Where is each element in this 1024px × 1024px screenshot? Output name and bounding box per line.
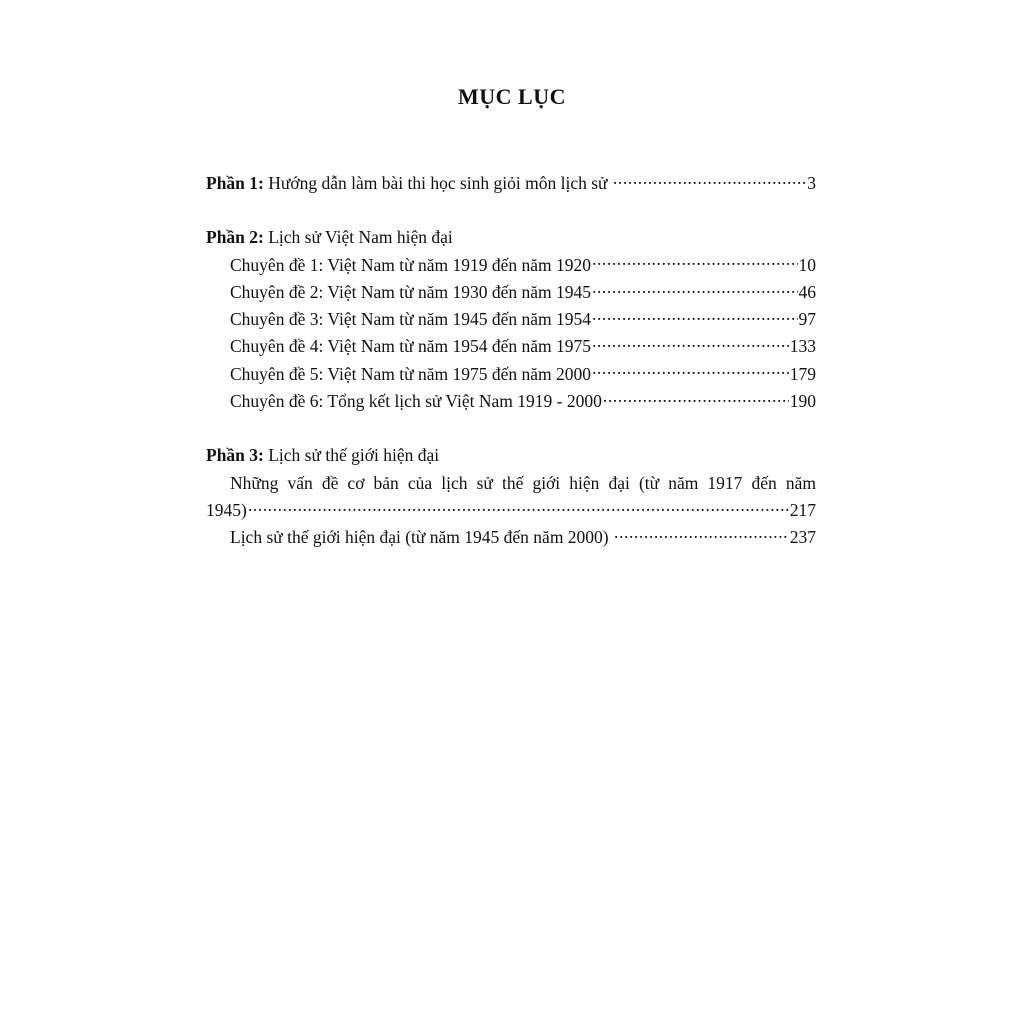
page-number: 190 [789, 391, 816, 412]
dot-leader [603, 390, 789, 408]
part-label: Phần 2: [206, 227, 264, 248]
toc-entry-text: Lịch sử thế giới hiện đại (từ năm 1945 đến năm 2000) [230, 527, 614, 548]
toc-entry-text: Chuyên đề 1: Việt Nam từ năm 1919 đến năm 1920 [230, 254, 591, 275]
toc-entry[interactable] [206, 524, 816, 551]
toc-entry[interactable] [206, 170, 816, 197]
part-label: Phần 3: [206, 445, 264, 466]
toc-entry-text [206, 170, 612, 197]
toc-entry-text: Chuyên đề 3: Việt Nam từ năm 1945 đến năm 1954 [230, 309, 591, 330]
page-number: 179 [789, 363, 816, 384]
toc-entry-text: Chuyên đề 4: Việt Nam từ năm 1954 đến năm 1975 [230, 336, 591, 357]
toc-entry-text-line-2: 1945) [206, 499, 247, 520]
page-title: MỤC LỤC [458, 84, 566, 109]
dot-leader [592, 335, 789, 353]
dot-leader [592, 280, 798, 298]
toc-entry[interactable] [206, 361, 816, 388]
part-title: Lịch sử Việt Nam hiện đại [263, 227, 453, 248]
part-label-separator: : [258, 173, 264, 193]
toc-entry-text: Chuyên đề 2: Việt Nam từ năm 1930 đến năm 1945 [230, 281, 591, 302]
toc-entry[interactable] [206, 279, 816, 306]
toc-section-part-3 [206, 442, 816, 551]
part-title: Lịch sử thế giới hiện đại [263, 445, 440, 466]
toc-entry-text: Chuyên đề 6: Tổng kết lịch sử Việt Nam 1919 - 2000 [230, 391, 602, 412]
toc-section-part-1 [206, 170, 816, 197]
page-number: 133 [789, 336, 816, 357]
dot-leader [614, 526, 789, 544]
toc-part-heading [206, 442, 816, 469]
toc-section-part-2 [206, 224, 816, 415]
dot-leader [613, 172, 806, 190]
table-of-contents [206, 170, 816, 579]
toc-entry[interactable] [206, 333, 816, 360]
dot-leader [248, 498, 789, 516]
part-label: Phần 1 [206, 173, 259, 193]
part-title: Hướng dẫn làm bài thi học sinh giỏi môn lịch sử [263, 173, 612, 193]
page-number: 97 [798, 309, 816, 330]
toc-part-heading [206, 224, 816, 251]
toc-entry[interactable] [206, 252, 816, 279]
toc-entry[interactable] [206, 306, 816, 333]
dot-leader [592, 362, 789, 380]
dot-leader [592, 308, 798, 326]
toc-entry-line-2 [206, 497, 816, 524]
toc-entry[interactable] [206, 388, 816, 415]
toc-entry-text: Chuyên đề 5: Việt Nam từ năm 1975 đến năm 2000 [230, 363, 591, 384]
page-number: 46 [798, 281, 816, 302]
page-number: 237 [789, 527, 816, 548]
toc-entry-text-line-1: Những vấn đề cơ bản của lịch sử thế giới hiện đại (từ năm 1917 đến năm [230, 472, 816, 493]
page-number: 10 [798, 254, 816, 275]
toc-entry[interactable] [206, 470, 816, 525]
dot-leader [592, 253, 798, 271]
page-number: 3 [807, 173, 816, 193]
page-number: 217 [789, 499, 816, 520]
